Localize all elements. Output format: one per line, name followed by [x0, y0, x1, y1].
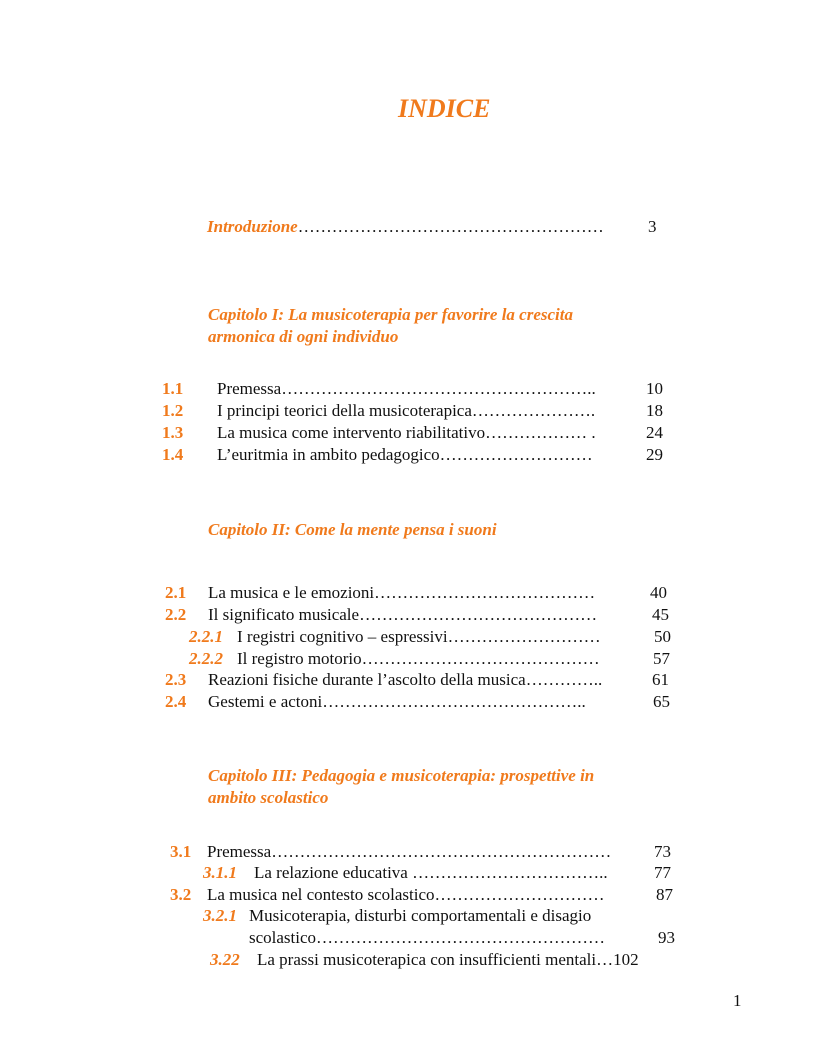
toc-entry[interactable]: I principi teorici della musicoterapica………………….: [217, 401, 596, 420]
entry-page-number: 93: [658, 928, 675, 947]
entry-number: 1.1: [162, 379, 184, 398]
entry-page-number: 18: [646, 401, 663, 420]
toc-entry[interactable]: Musicoterapia, disturbi comportamentali e disagio: [249, 906, 592, 925]
page-number: 1: [733, 991, 742, 1010]
toc-entry[interactable]: La musica nel contesto scolastico…………………………: [207, 885, 605, 904]
entry-page-number: 45: [652, 605, 669, 624]
toc-entry[interactable]: La musica come intervento riabilitativo……………… .: [217, 423, 596, 442]
entry-number: 2.1: [165, 583, 187, 602]
entry-page-number: 10: [646, 379, 663, 398]
entry-page-number: 29: [646, 445, 663, 464]
toc-entry[interactable]: L’euritmia in ambito pedagogico………………………: [217, 445, 593, 464]
toc-entry[interactable]: Premessa……………………………………………………: [207, 842, 612, 861]
entry-page-number: 61: [652, 670, 669, 689]
entry-number: 3.22: [210, 950, 240, 969]
entry-number: 3.2: [170, 885, 192, 904]
toc-entry[interactable]: Il significato musicale……………………………………: [208, 605, 598, 624]
entry-number: 3.1.1: [203, 863, 237, 882]
toc-entry[interactable]: Gestemi e actoni………………………………………..: [208, 692, 586, 711]
intro-page-number: 3: [648, 217, 657, 236]
entry-number: 3.1: [170, 842, 192, 861]
entry-page-number: 24: [646, 423, 663, 442]
entry-page-number: 40: [650, 583, 667, 602]
entry-page-number: 65: [653, 692, 670, 711]
page-title: INDICE: [398, 94, 491, 123]
toc-entry[interactable]: Premessa………………………………………………..: [217, 379, 596, 398]
entry-page-number: 87: [656, 885, 673, 904]
toc-entry[interactable]: La relazione educativa ……………………………..: [254, 863, 608, 882]
entry-number: 2.4: [165, 692, 187, 711]
intro-leader: ………………………………………………: [297, 217, 604, 236]
chapter-3-heading: Capitolo III: Pedagogia e musicoterapia: prospettive in: [208, 766, 595, 785]
toc-entry[interactable]: I registri cognitivo – espressivi………………………: [237, 627, 601, 646]
intro-label: Introduzione: [207, 217, 298, 236]
chapter-1-heading: Capitolo I: La musicoterapia per favorire la crescita: [208, 305, 573, 324]
entry-number: 2.2.1: [189, 627, 223, 646]
entry-number: 2.3: [165, 670, 187, 689]
toc-entry[interactable]: La prassi musicoterapica con insufficienti mentali…102: [257, 950, 639, 969]
toc-entry-continued[interactable]: scolastico……………………………………………: [249, 928, 606, 947]
entry-page-number: 73: [654, 842, 671, 861]
entry-number: 1.2: [162, 401, 184, 420]
entry-number: 3.2.1: [203, 906, 237, 925]
toc-entry[interactable]: Reazioni fisiche durante l’ascolto della musica…………..: [208, 670, 603, 689]
toc-entry[interactable]: La musica e le emozioni…………………………………: [208, 583, 596, 602]
entry-page-number: 77: [654, 863, 671, 882]
chapter-3-heading-cont: ambito scolastico: [208, 788, 329, 807]
entry-number: 2.2.2: [189, 649, 223, 668]
chapter-1-heading-cont: armonica di ogni individuo: [208, 327, 399, 346]
entry-page-number: 50: [654, 627, 671, 646]
entry-number: 1.4: [162, 445, 184, 464]
entry-number: 1.3: [162, 423, 184, 442]
toc-entry[interactable]: Il registro motorio……………………………………: [237, 649, 600, 668]
entry-number: 2.2: [165, 605, 187, 624]
toc-entry-introduction[interactable]: [207, 217, 604, 237]
entry-page-number: 57: [653, 649, 670, 668]
chapter-2-heading: Capitolo II: Come la mente pensa i suoni: [208, 520, 497, 539]
